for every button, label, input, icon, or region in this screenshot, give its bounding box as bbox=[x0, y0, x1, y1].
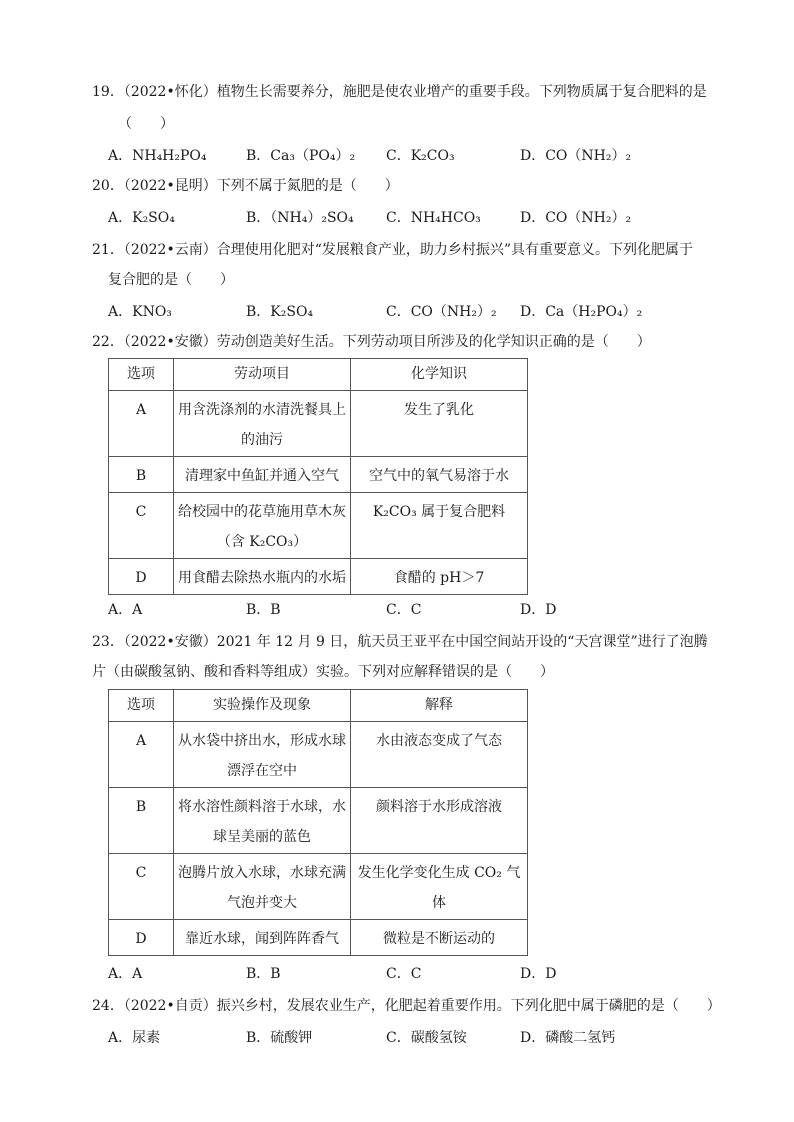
header-explanation: 解释 bbox=[351, 690, 528, 722]
row-explanation: 微粒是不断运动的 bbox=[383, 931, 495, 947]
row-item-line: 气泡并变大 bbox=[227, 895, 297, 911]
option-c: C．CO（NH₂）₂ bbox=[386, 304, 497, 320]
option-c: C．碳酸氢铵 bbox=[386, 1030, 467, 1046]
header-experiment: 实验操作及现象 bbox=[174, 690, 351, 722]
row-item-line: 泡腾片放入水球，水球充满 bbox=[178, 865, 346, 881]
row-item-line: 将水溶性颜料溶于水球，水 bbox=[178, 799, 346, 815]
row-option: C bbox=[135, 865, 147, 881]
table-row bbox=[109, 788, 528, 854]
question-23-options bbox=[0, 964, 794, 984]
option-c: C．K₂CO₃ bbox=[386, 148, 455, 164]
option-a: A．NH₄H₂PO₄ bbox=[108, 148, 207, 164]
row-item-line: （含 K₂CO₃） bbox=[216, 534, 308, 550]
header-labor-item: 劳动项目 bbox=[174, 359, 351, 391]
row-option: A bbox=[135, 402, 147, 418]
question-20-options bbox=[0, 208, 794, 228]
row-item bbox=[174, 722, 350, 786]
question-21-options bbox=[0, 302, 794, 322]
row-item-line: 球呈美丽的蓝色 bbox=[213, 829, 311, 845]
question-19-options bbox=[0, 146, 794, 166]
option-a: A．K₂SO₄ bbox=[108, 210, 175, 226]
row-explanation: 颜料溶于水形成溶液 bbox=[376, 799, 502, 815]
option-b: B．B bbox=[246, 602, 281, 618]
row-knowledge: K₂CO₃ 属于复合肥料 bbox=[372, 504, 506, 520]
question-22-text: 22．（2022•安徽）劳动创造美好生活。下列劳动项目所涉及的化学知识正确的是（ ） bbox=[92, 334, 651, 350]
row-item-line: 用含洗涤剂的水清洗餐具上 bbox=[178, 402, 346, 418]
row-explanation: 发生化学变化生成 CO₂ 气体 bbox=[357, 865, 521, 911]
table-row bbox=[109, 559, 528, 595]
row-knowledge: 发生了乳化 bbox=[404, 402, 474, 418]
header-chem-knowledge: 化学知识 bbox=[351, 359, 528, 391]
header-option: 选项 bbox=[109, 359, 174, 391]
row-item-line: 的油污 bbox=[241, 432, 283, 448]
question-22-table bbox=[108, 358, 528, 595]
option-d: D．CO（NH₂）₂ bbox=[520, 210, 632, 226]
option-b: B．Ca₃（PO₄）₂ bbox=[246, 148, 356, 164]
row-item: 清理家中鱼缸并通入空气 bbox=[185, 468, 339, 484]
question-23-text-line1: 23．（2022•安徽）2021 年 12 月 9 日，航天员王亚平在中国空间站开设的“天宫课堂”进行了泡腾 bbox=[92, 634, 708, 650]
option-d: D．D bbox=[520, 602, 557, 618]
option-b: B．（NH₄）₂SO₄ bbox=[246, 210, 354, 226]
option-a: A．A bbox=[108, 966, 143, 982]
row-item bbox=[174, 854, 350, 918]
row-item bbox=[174, 391, 350, 455]
row-item-line: 漂浮在空中 bbox=[227, 763, 297, 779]
table-header-row bbox=[109, 359, 528, 391]
question-24-text: 24．（2022•自贡）振兴乡村，发展农业生产，化肥起着重要作用。下列化肥中属于磷肥的是（ ） bbox=[92, 998, 721, 1014]
option-a: A．KNO₃ bbox=[108, 304, 172, 320]
question-22-options bbox=[0, 600, 794, 620]
row-option: B bbox=[135, 799, 147, 815]
row-option: A bbox=[135, 733, 147, 749]
row-explanation: 水由液态变成了气态 bbox=[376, 733, 502, 749]
option-c: C．NH₄HCO₃ bbox=[386, 210, 481, 226]
row-option: B bbox=[135, 468, 147, 484]
row-item-line: 给校园中的花草施用草木灰 bbox=[178, 504, 346, 520]
question-19-text-line1: 19．（2022•怀化）植物生长需要养分，施肥是使农业增产的重要手段。下列物质属于复合肥料的是 bbox=[92, 84, 707, 100]
option-d: D．CO（NH₂）₂ bbox=[520, 148, 632, 164]
row-knowledge: 空气中的氧气易溶于水 bbox=[369, 468, 509, 484]
option-c: C．C bbox=[386, 602, 422, 618]
option-d: D．D bbox=[520, 966, 557, 982]
option-a: A．A bbox=[108, 602, 143, 618]
table-row bbox=[109, 493, 528, 559]
row-item bbox=[174, 493, 350, 557]
option-d: D．磷酸二氢钙 bbox=[520, 1030, 616, 1046]
row-knowledge: 食醋的 pH＞7 bbox=[393, 570, 485, 586]
question-19-text-line2: （ ） bbox=[118, 116, 174, 132]
row-option: D bbox=[135, 931, 147, 947]
table-row bbox=[109, 854, 528, 920]
table-row bbox=[109, 920, 528, 956]
question-21-text-line2: 复合肥的是（ ） bbox=[108, 272, 234, 288]
option-b: B．硫酸钾 bbox=[246, 1030, 313, 1046]
option-c: C．C bbox=[386, 966, 422, 982]
option-b: B．K₂SO₄ bbox=[246, 304, 314, 320]
header-option: 选项 bbox=[109, 690, 174, 722]
row-item-line: 从水袋中挤出水，形成水球 bbox=[178, 733, 346, 749]
option-a: A．尿素 bbox=[108, 1030, 161, 1046]
question-21-text-line1: 21．（2022•云南）合理使用化肥对“发展粮食产业，助力乡村振兴”具有重要意义。下列化肥属于 bbox=[92, 242, 694, 258]
table-header-row bbox=[109, 690, 528, 722]
row-item: 靠近水球，闻到阵阵香气 bbox=[185, 931, 339, 947]
row-option: D bbox=[135, 570, 147, 586]
table-row bbox=[109, 722, 528, 788]
table-row bbox=[109, 457, 528, 493]
option-d: D．Ca（H₂PO₄）₂ bbox=[520, 304, 643, 320]
row-option: C bbox=[135, 504, 147, 520]
option-b: B．B bbox=[246, 966, 281, 982]
table-row bbox=[109, 391, 528, 457]
question-20-text: 20．（2022•昆明）下列不属于氮肥的是（ ） bbox=[92, 178, 399, 194]
row-item: 用食醋去除热水瓶内的水垢 bbox=[178, 570, 346, 586]
question-23-table bbox=[108, 689, 528, 956]
question-24-options bbox=[0, 1028, 794, 1048]
row-item bbox=[174, 788, 350, 852]
question-23-text-line2: 片（由碳酸氢钠、酸和香料等组成）实验。下列对应解释错误的是（ ） bbox=[92, 664, 554, 680]
